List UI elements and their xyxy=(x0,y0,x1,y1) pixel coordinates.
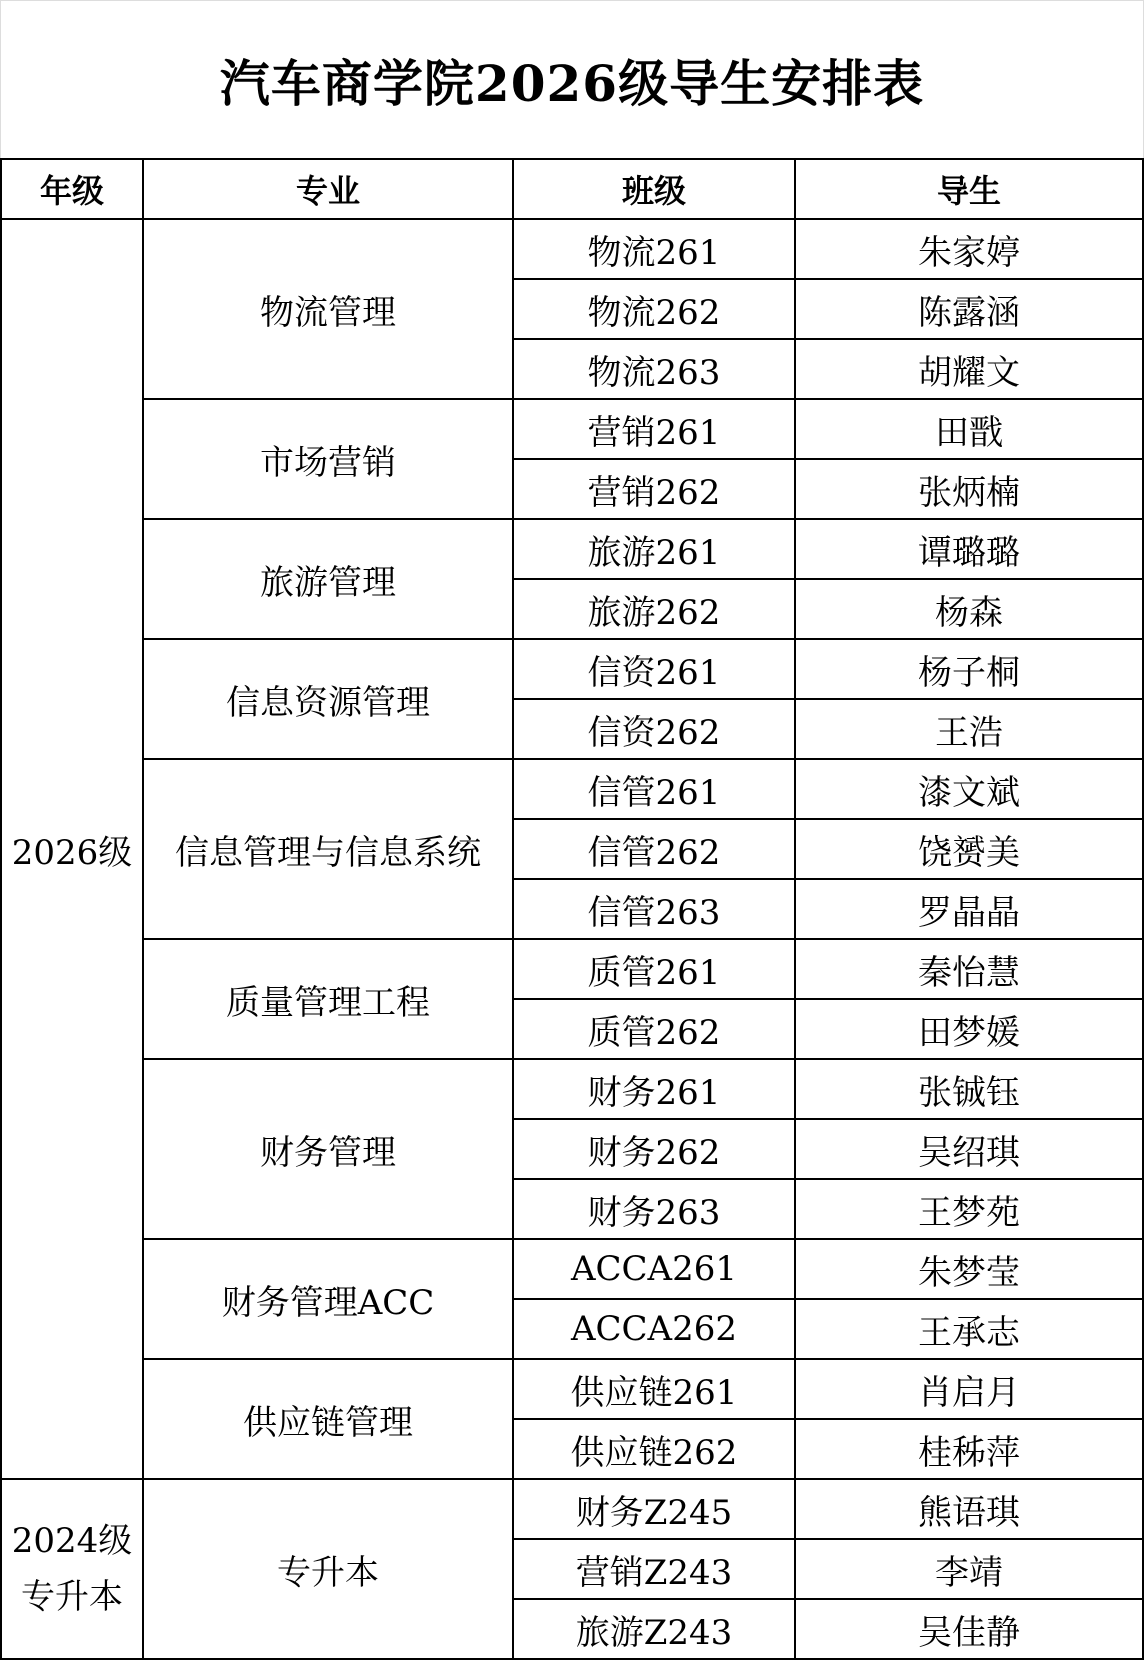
table-row xyxy=(1,759,1143,819)
major-cell: 供应链管理 xyxy=(143,1359,513,1479)
table-row xyxy=(1,219,1143,279)
major-cell: 信息管理与信息系统 xyxy=(143,759,513,939)
grade-label: 2026级 xyxy=(11,832,133,873)
class-cell: 信资262 xyxy=(513,699,795,759)
class-cell: 物流261 xyxy=(513,219,795,279)
page-title: 汽车商学院2026级导生安排表 xyxy=(219,54,925,113)
mentor-cell: 吴佳静 xyxy=(795,1599,1143,1659)
major-cell: 市场营销 xyxy=(143,399,513,519)
class-cell: 信管261 xyxy=(513,759,795,819)
class-cell: 财务Z245 xyxy=(513,1479,795,1539)
mentor-cell: 张炳楠 xyxy=(795,459,1143,519)
mentor-cell: 田梦媛 xyxy=(795,999,1143,1059)
major-cell: 信息资源管理 xyxy=(143,639,513,759)
table-row xyxy=(1,519,1143,579)
mentor-cell: 秦怡慧 xyxy=(795,939,1143,999)
mentor-table xyxy=(0,158,1144,1660)
major-cell: 旅游管理 xyxy=(143,519,513,639)
table-row xyxy=(1,1059,1143,1119)
mentor-cell: 谭璐璐 xyxy=(795,519,1143,579)
class-cell: 营销261 xyxy=(513,399,795,459)
mentor-cell: 熊语琪 xyxy=(795,1479,1143,1539)
major-cell: 质量管理工程 xyxy=(143,939,513,1059)
mentor-cell: 朱家婷 xyxy=(795,219,1143,279)
header-grade: 年级 xyxy=(1,159,143,219)
table-row xyxy=(1,399,1143,459)
class-cell: 供应链261 xyxy=(513,1359,795,1419)
grade-cell xyxy=(1,219,143,1479)
grade-cell xyxy=(1,1479,143,1659)
class-cell: 财务261 xyxy=(513,1059,795,1119)
table-row xyxy=(1,639,1143,699)
class-cell: 物流262 xyxy=(513,279,795,339)
class-cell: 旅游262 xyxy=(513,579,795,639)
mentor-cell: 张铖钰 xyxy=(795,1059,1143,1119)
class-cell: 财务262 xyxy=(513,1119,795,1179)
title-box xyxy=(0,0,1144,159)
class-cell: 信管263 xyxy=(513,879,795,939)
class-cell: 质管262 xyxy=(513,999,795,1059)
mentor-cell: 李靖 xyxy=(795,1539,1143,1599)
table-body xyxy=(1,219,1143,1659)
class-cell: 质管261 xyxy=(513,939,795,999)
mentor-cell: 田戬 xyxy=(795,399,1143,459)
header-mentor: 导生 xyxy=(795,159,1143,219)
class-cell: 信管262 xyxy=(513,819,795,879)
table-row xyxy=(1,1239,1143,1299)
class-cell: 旅游Z243 xyxy=(513,1599,795,1659)
mentor-cell: 陈露涵 xyxy=(795,279,1143,339)
class-cell: 信资261 xyxy=(513,639,795,699)
header-row xyxy=(1,159,1143,219)
mentor-cell: 王承志 xyxy=(795,1299,1143,1359)
class-cell: ACCA262 xyxy=(513,1299,795,1359)
header-class: 班级 xyxy=(513,159,795,219)
mentor-cell: 桂秭萍 xyxy=(795,1419,1143,1479)
mentor-cell: 胡耀文 xyxy=(795,339,1143,399)
major-cell: 财务管理 xyxy=(143,1059,513,1239)
header-major: 专业 xyxy=(143,159,513,219)
mentor-cell: 吴绍琪 xyxy=(795,1119,1143,1179)
mentor-cell: 罗晶晶 xyxy=(795,879,1143,939)
class-cell: 营销Z243 xyxy=(513,1539,795,1599)
table-row xyxy=(1,1479,1143,1539)
table-row xyxy=(1,939,1143,999)
table-row xyxy=(1,1359,1143,1419)
mentor-cell: 漆文斌 xyxy=(795,759,1143,819)
class-cell: 营销262 xyxy=(513,459,795,519)
mentor-cell: 朱梦莹 xyxy=(795,1239,1143,1299)
major-cell: 物流管理 xyxy=(143,219,513,399)
mentor-cell: 杨森 xyxy=(795,579,1143,639)
grade-label: 2024级 xyxy=(11,1521,133,1561)
class-cell: 财务263 xyxy=(513,1179,795,1239)
mentor-cell: 饶赟美 xyxy=(795,819,1143,879)
major-cell: 财务管理ACC xyxy=(143,1239,513,1359)
mentor-cell: 杨子桐 xyxy=(795,639,1143,699)
mentor-cell: 王浩 xyxy=(795,699,1143,759)
mentor-cell: 王梦苑 xyxy=(795,1179,1143,1239)
class-cell: ACCA261 xyxy=(513,1239,795,1299)
major-cell: 专升本 xyxy=(143,1479,513,1659)
mentor-cell: 肖启月 xyxy=(795,1359,1143,1419)
class-cell: 旅游261 xyxy=(513,519,795,579)
class-cell: 供应链262 xyxy=(513,1419,795,1479)
class-cell: 物流263 xyxy=(513,339,795,399)
grade-label: 专升本 xyxy=(21,1577,123,1617)
